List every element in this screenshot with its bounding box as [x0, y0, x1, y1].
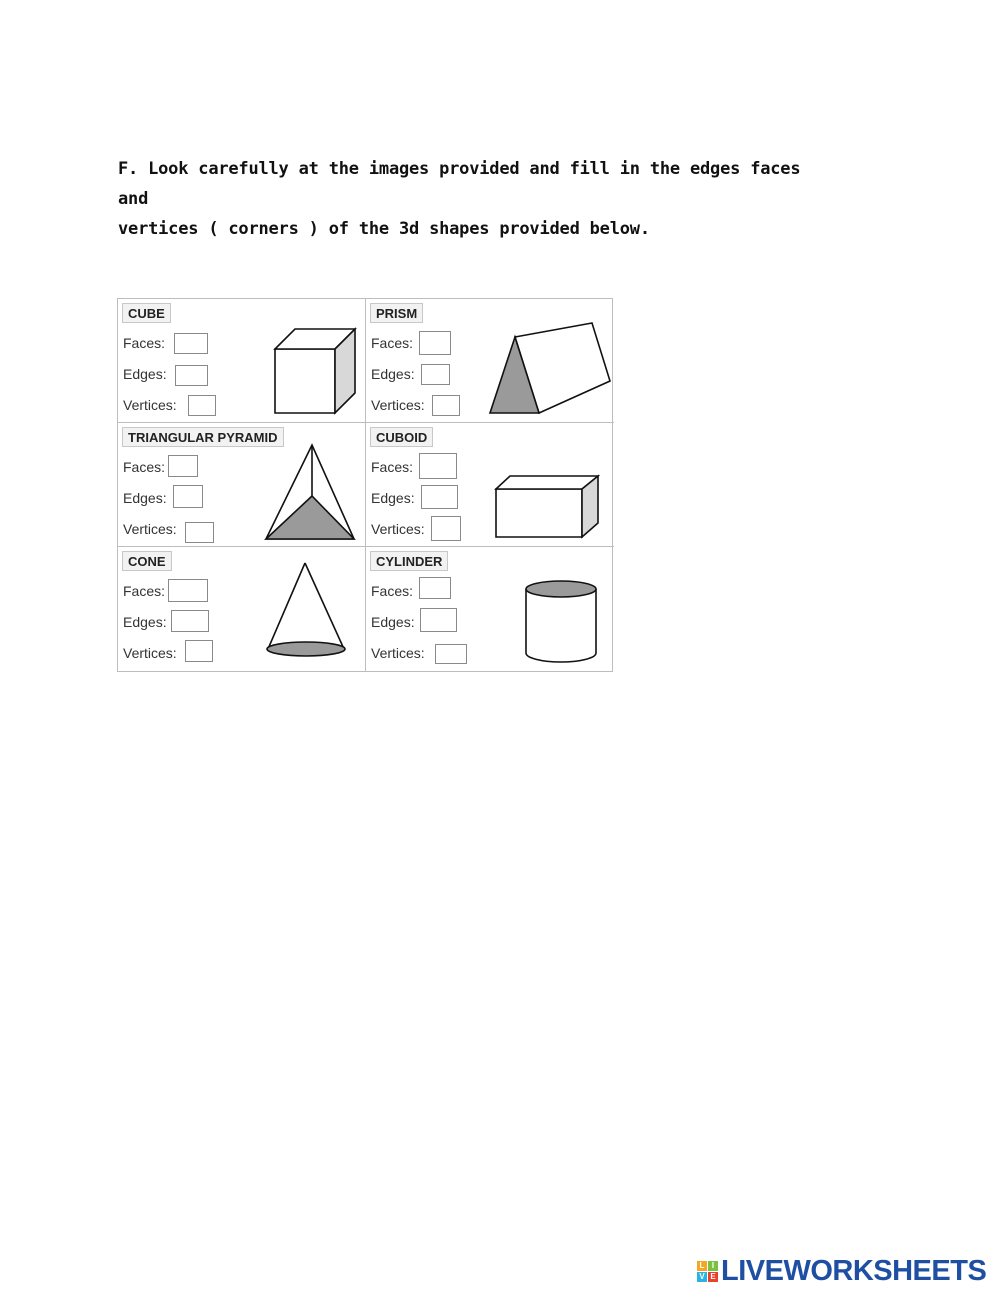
- instruction-line-1: F. Look carefully at the images provided and fill in the edges faces and: [118, 159, 801, 209]
- cell-cuboid: [366, 423, 614, 547]
- triangular-pyramid-edges-input[interactable]: [173, 485, 203, 508]
- triangular-pyramid-faces-input[interactable]: [168, 455, 198, 477]
- shape-title-cylinder: CYLINDER: [370, 551, 448, 571]
- triangular-pyramid-image: [262, 443, 360, 543]
- vertices-label: Vertices:: [123, 397, 177, 413]
- prism-vertices-input[interactable]: [432, 395, 460, 416]
- faces-label: Faces:: [123, 583, 166, 599]
- cell-triangular-pyramid: [118, 423, 366, 547]
- cube-image: [273, 325, 358, 417]
- cylinder-edges-input[interactable]: [420, 608, 457, 632]
- shape-title-cuboid: CUBOID: [370, 427, 433, 447]
- cuboid-vertices-input[interactable]: [431, 516, 461, 541]
- vertices-label: Vertices:: [123, 521, 177, 537]
- logo-mark-letter: V: [697, 1272, 707, 1282]
- faces-label: Faces:: [371, 583, 414, 599]
- prism-faces-input[interactable]: [419, 331, 451, 355]
- faces-label: Faces:: [123, 459, 166, 475]
- shapes-grid: [117, 298, 613, 672]
- instruction-line-2: vertices ( corners ) of the 3d shapes provided below.: [118, 219, 650, 239]
- edges-label: Edges:: [123, 614, 167, 630]
- cylinder-vertices-input[interactable]: [435, 644, 467, 664]
- cube-edges-input[interactable]: [175, 365, 208, 386]
- cell-prism: [366, 299, 614, 423]
- cuboid-image: [494, 473, 602, 541]
- cylinder-image: [523, 579, 599, 665]
- cone-faces-input[interactable]: [168, 579, 208, 602]
- vertices-label: Vertices:: [371, 521, 425, 537]
- edges-label: Edges:: [123, 490, 167, 506]
- cell-cone: [118, 547, 366, 671]
- faces-label: Faces:: [123, 335, 166, 351]
- vertices-label: Vertices:: [371, 645, 425, 661]
- logo-mark-letter: L: [697, 1261, 707, 1271]
- edges-label: Edges:: [371, 490, 415, 506]
- logo-mark-icon: [697, 1261, 718, 1282]
- edges-label: Edges:: [371, 366, 415, 382]
- logo-mark-letter: I: [708, 1261, 718, 1271]
- logo-text: LIVEWORKSHEETS: [721, 1254, 987, 1287]
- logo-mark-letter: E: [708, 1272, 718, 1282]
- liveworksheets-logo: [697, 1254, 986, 1288]
- cylinder-faces-input[interactable]: [419, 577, 451, 599]
- shape-title-cube: CUBE: [122, 303, 171, 323]
- faces-label: Faces:: [371, 459, 414, 475]
- shape-title-prism: PRISM: [370, 303, 423, 323]
- vertices-label: Vertices:: [123, 645, 177, 661]
- prism-image: [486, 319, 612, 417]
- cone-edges-input[interactable]: [171, 610, 209, 632]
- cuboid-faces-input[interactable]: [419, 453, 457, 479]
- shape-title-triangular-pyramid: TRIANGULAR PYRAMID: [122, 427, 284, 447]
- cube-faces-input[interactable]: [174, 333, 208, 354]
- triangular-pyramid-vertices-input[interactable]: [185, 522, 214, 543]
- instruction-text: [118, 154, 838, 244]
- faces-label: Faces:: [371, 335, 414, 351]
- cube-vertices-input[interactable]: [188, 395, 216, 416]
- edges-label: Edges:: [123, 366, 167, 382]
- cell-cube: [118, 299, 366, 423]
- prism-edges-input[interactable]: [421, 364, 450, 385]
- edges-label: Edges:: [371, 614, 415, 630]
- cone-vertices-input[interactable]: [185, 640, 213, 662]
- cuboid-edges-input[interactable]: [421, 485, 458, 509]
- cone-image: [263, 561, 349, 661]
- shape-title-cone: CONE: [122, 551, 172, 571]
- vertices-label: Vertices:: [371, 397, 425, 413]
- cell-cylinder: [366, 547, 614, 671]
